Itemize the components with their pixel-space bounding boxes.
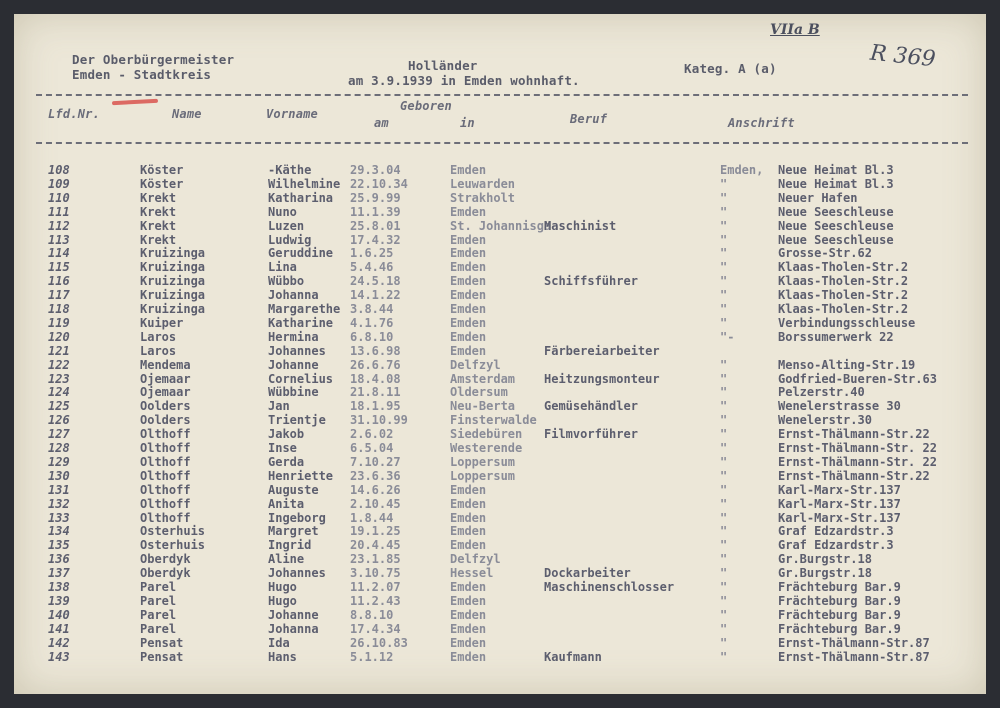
cell-born-date: 20.4.45 [350, 538, 401, 553]
page-mark: R 369 [868, 40, 937, 73]
cell-born-place: Emden [450, 580, 487, 594]
cell-born-date: 23.6.36 [350, 468, 401, 483]
cell-address: Neue Seeschleuse [778, 232, 894, 247]
column-divider [36, 142, 968, 144]
cell-name: Osterhuis [140, 538, 206, 553]
cell-born-place: Emden [450, 343, 487, 358]
cell-vorname: Johanna [268, 621, 319, 636]
cell-name: Oolders [140, 399, 191, 414]
cell-lfd-nr: 139 [48, 593, 70, 608]
cell-name: Krekt [140, 190, 177, 205]
cell-ditto-mark: " [720, 649, 728, 664]
cell-name: Kruizinga [140, 260, 206, 275]
cell-occupation: Maschinenschlosser [544, 580, 675, 594]
col-vorname: Vorname [266, 107, 318, 121]
cell-lfd-nr: 125 [48, 399, 70, 414]
cell-lfd-nr: 129 [48, 454, 70, 469]
cell-lfd-nr: 136 [48, 552, 70, 567]
cell-lfd-nr: 134 [48, 524, 70, 539]
cell-born-place: Siedebüren [450, 427, 523, 442]
cell-occupation: Schiffsführer [544, 274, 638, 289]
cell-occupation: Maschinist [544, 218, 617, 233]
cell-ditto-mark: " [720, 288, 728, 303]
cell-lfd-nr: 117 [48, 288, 70, 303]
cell-vorname: Geruddine [268, 246, 334, 261]
cell-lfd-nr: 108 [48, 163, 70, 177]
cell-name: Laros [140, 329, 177, 344]
cell-born-place: Emden [450, 524, 487, 539]
cell-address: Neuer Hafen [778, 190, 858, 205]
cell-born-place: Neu-Berta [450, 399, 516, 414]
cell-ditto-mark: " [720, 566, 728, 581]
cell-vorname: Wilhelmine [268, 176, 341, 191]
cell-name: Köster [140, 163, 184, 177]
cell-born-place: Emden [450, 635, 487, 650]
cell-lfd-nr: 137 [48, 566, 70, 581]
cell-address: Graf Edzardstr.3 [778, 524, 894, 539]
cell-address: Pelzerstr.40 [778, 385, 865, 400]
cell-ditto-mark: " [720, 260, 728, 275]
cell-born-date: 14.6.26 [350, 482, 401, 497]
cell-born-place: Emden [450, 329, 487, 344]
cell-vorname: Jan [268, 399, 290, 414]
cell-ditto-mark: " [720, 427, 728, 442]
cell-born-date: 8.8.10 [350, 607, 394, 622]
cell-lfd-nr: 138 [48, 580, 70, 594]
cell-born-date: 23.1.85 [350, 552, 401, 567]
cell-address: Neue Heimat Bl.3 [778, 176, 894, 191]
cell-name: Krekt [140, 204, 177, 219]
cell-vorname: Jakob [268, 427, 305, 442]
cell-born-date: 14.1.22 [350, 288, 401, 303]
cell-born-place: Loppersum [450, 454, 516, 469]
cell-name: Oolders [140, 413, 191, 428]
cell-address: Ernst-Thälmann-Str.22 [778, 427, 930, 442]
cell-ditto-mark: " [720, 454, 728, 469]
cell-address: Ernst-Thälmann-Str.22 [778, 468, 930, 483]
cell-lfd-nr: 120 [48, 329, 70, 344]
cell-occupation: Heitzungsmonteur [544, 371, 660, 386]
cell-born-date: 29.3.04 [350, 163, 401, 177]
cell-address: Frächteburg Bar.9 [778, 607, 901, 622]
cell-ditto-mark: " [720, 441, 728, 455]
cell-name: Pensat [140, 649, 184, 664]
cell-vorname: Anita [268, 496, 305, 511]
cell-lfd-nr: 119 [48, 315, 70, 330]
cell-born-place: Westerende [450, 441, 523, 455]
cell-vorname: Hugo [268, 593, 297, 608]
cell-born-date: 26.10.83 [350, 635, 408, 650]
cell-vorname: Hans [268, 649, 297, 664]
cell-vorname: Katharine [268, 315, 334, 330]
cell-vorname: Katharina [268, 190, 334, 205]
cell-ditto-mark: " [720, 580, 728, 594]
cell-lfd-nr: 135 [48, 538, 70, 553]
cell-lfd-nr: 132 [48, 496, 70, 511]
cell-lfd-nr: 126 [48, 413, 70, 428]
cell-ditto-mark: " [720, 607, 728, 622]
cell-born-date: 18.1.95 [350, 399, 401, 414]
cell-born-date: 6.5.04 [350, 441, 394, 455]
cell-lfd-nr: 130 [48, 468, 70, 483]
cell-vorname: Wübbo [268, 274, 305, 289]
cell-ditto-mark: " [720, 524, 728, 539]
cell-vorname: -Käthe [268, 163, 312, 177]
cell-vorname: Henriette [268, 468, 334, 483]
cell-born-place: Emden [450, 302, 487, 316]
cell-lfd-nr: 113 [48, 232, 70, 247]
cell-born-place: Emden [450, 649, 487, 664]
cell-vorname: Ida [268, 635, 290, 650]
cell-name: Parel [140, 621, 177, 636]
cell-born-date: 1.6.25 [350, 246, 394, 261]
cell-born-date: 5.1.12 [350, 649, 394, 664]
cell-ditto-mark: " [720, 482, 728, 497]
cell-lfd-nr: 118 [48, 302, 70, 316]
cell-address: Neue Heimat Bl.3 [778, 163, 894, 177]
cell-vorname: Ludwig [268, 232, 312, 247]
cell-born-date: 25.9.99 [350, 190, 401, 205]
cell-name: Kuiper [140, 315, 184, 330]
cell-ditto-mark: " [720, 315, 728, 330]
cell-ditto-mark: " [720, 552, 728, 567]
cell-born-place: Emden [450, 607, 487, 622]
cell-lfd-nr: 121 [48, 343, 70, 358]
cell-name: Olthoff [140, 427, 191, 442]
cell-address: Graf Edzardstr.3 [778, 538, 894, 553]
cell-born-date: 7.10.27 [350, 454, 401, 469]
cell-born-place: Emden [450, 496, 487, 511]
cell-born-place: Delfzyl [450, 552, 501, 567]
cell-born-date: 11.2.07 [350, 580, 401, 594]
cell-born-place: Finsterwalde [450, 413, 537, 428]
cell-ditto-mark: " [720, 399, 728, 414]
cell-born-date: 25.8.01 [350, 218, 401, 233]
cell-ditto-mark: " [720, 357, 728, 372]
cell-ditto-mark: " [720, 204, 728, 219]
cell-lfd-nr: 127 [48, 427, 70, 442]
cell-born-place: Oldersum [450, 385, 508, 400]
cell-ditto-mark: " [720, 176, 728, 191]
cell-born-date: 19.1.25 [350, 524, 401, 539]
cell-born-date: 5.4.46 [350, 260, 394, 275]
cell-address: Karl-Marx-Str.137 [778, 496, 901, 511]
cell-lfd-nr: 116 [48, 274, 70, 289]
cell-occupation: Dockarbeiter [544, 566, 631, 581]
cell-name: Olthoff [140, 468, 191, 483]
cell-ditto-mark: " [720, 385, 728, 400]
cell-born-date: 11.1.39 [350, 204, 401, 219]
cell-born-date: 17.4.34 [350, 621, 401, 636]
cell-lfd-nr: 122 [48, 357, 70, 372]
cell-vorname: Nuno [268, 204, 297, 219]
cell-name: Kruizinga [140, 274, 206, 289]
cell-born-place: Emden [450, 538, 487, 553]
cell-ditto-mark: " [720, 635, 728, 650]
cell-lfd-nr: 110 [48, 190, 70, 205]
cell-address: Karl-Marx-Str.137 [778, 510, 901, 525]
cell-born-place: Emden [450, 621, 487, 636]
col-am: am [374, 116, 389, 130]
cell-ditto-mark: " [720, 538, 728, 553]
cell-vorname: Hermina [268, 329, 319, 344]
title-line-2: am 3.9.1939 in Emden wohnhaft. [348, 73, 580, 88]
cell-ditto-mark: " [720, 190, 728, 205]
cell-name: Pensat [140, 635, 184, 650]
cell-lfd-nr: 141 [48, 621, 70, 636]
cell-address: Klaas-Tholen-Str.2 [778, 302, 909, 316]
cell-address: Wenelerstr.30 [778, 413, 872, 428]
header-divider [36, 94, 968, 96]
cell-name: Ojemaar [140, 385, 191, 400]
authority-line-2: Emden - Stadtkreis [72, 67, 212, 82]
cell-address: Neue Seeschleuse [778, 204, 894, 219]
cell-born-date: 2.10.45 [350, 496, 401, 511]
cell-lfd-nr: 124 [48, 385, 70, 400]
authority-line-1: Der Oberbürgermeister [72, 52, 235, 67]
cell-born-date: 3.10.75 [350, 566, 401, 581]
cell-vorname: Gerda [268, 454, 305, 469]
cell-name: Ojemaar [140, 371, 191, 386]
cell-born-place: Emden [450, 315, 487, 330]
cell-vorname: Johanne [268, 607, 319, 622]
cell-vorname: Johannes [268, 343, 326, 358]
cell-address: Ernst-Thälmann-Str. 22 [778, 454, 937, 469]
cell-ditto-mark: " [720, 593, 728, 608]
cell-born-date: 3.8.44 [350, 302, 394, 316]
cell-vorname: Johanna [268, 288, 319, 303]
cell-name: Köster [140, 176, 184, 191]
cell-vorname: Auguste [268, 482, 319, 497]
cell-address: Gr.Burgstr.18 [778, 552, 872, 567]
cell-name: Parel [140, 593, 177, 608]
cell-lfd-nr: 133 [48, 510, 70, 525]
cell-born-place: St. Johannisga [450, 218, 552, 233]
cell-address: Borssumerwerk 22 [778, 329, 894, 344]
cell-vorname: Ingeborg [268, 510, 326, 525]
cell-lfd-nr: 115 [48, 260, 70, 275]
red-underline-mark [112, 99, 158, 105]
cell-born-place: Amsterdam [450, 371, 516, 386]
cell-vorname: Margret [268, 524, 319, 539]
cell-ditto-mark: " [720, 468, 728, 483]
cell-born-date: 1.8.44 [350, 510, 394, 525]
cell-vorname: Luzen [268, 218, 305, 233]
cell-ditto-mark: " [720, 218, 728, 233]
cell-born-place: Emden [450, 232, 487, 247]
cell-vorname: Johanne [268, 357, 319, 372]
cell-occupation: Filmvorführer [544, 427, 638, 442]
cell-vorname: Ingrid [268, 538, 312, 553]
col-lfd-nr: Lfd.Nr. [48, 107, 100, 121]
cell-born-place: Loppersum [450, 468, 516, 483]
cell-address: Wenelerstrasse 30 [778, 399, 901, 414]
cell-born-place: Emden [450, 260, 487, 275]
cell-lfd-nr: 143 [48, 649, 70, 664]
cell-ditto-mark: " [720, 621, 728, 636]
cell-address: Klaas-Tholen-Str.2 [778, 274, 909, 289]
cell-name: Krekt [140, 218, 177, 233]
cell-name: Olthoff [140, 441, 191, 455]
cell-lfd-nr: 142 [48, 635, 70, 650]
cell-occupation: Gemüsehändler [544, 399, 638, 414]
cell-lfd-nr: 131 [48, 482, 70, 497]
title-line-1: Holländer [408, 58, 478, 73]
cell-vorname: Lina [268, 260, 297, 275]
cell-lfd-nr: 128 [48, 441, 70, 455]
cell-born-place: Emden [450, 204, 487, 219]
cell-born-date: 31.10.99 [350, 413, 408, 428]
cell-lfd-nr: 109 [48, 176, 70, 191]
cell-lfd-nr: 114 [48, 246, 70, 261]
cell-name: Osterhuis [140, 524, 206, 539]
cell-name: Oberdyk [140, 552, 191, 567]
cell-born-place: Emden [450, 288, 487, 303]
cell-ditto-mark: "- [720, 329, 735, 344]
cell-vorname: Trientje [268, 413, 326, 428]
col-beruf: Beruf [570, 112, 608, 126]
cell-born-date: 11.2.43 [350, 593, 401, 608]
cell-born-place: Emden [450, 163, 487, 177]
cell-ditto-mark: Emden, [720, 163, 764, 177]
cell-born-date: 18.4.08 [350, 371, 401, 386]
cell-address: Menso-Alting-Str.19 [778, 357, 916, 372]
cell-vorname: Inse [268, 441, 297, 455]
cell-ditto-mark: " [720, 246, 728, 261]
cell-born-date: 22.10.34 [350, 176, 408, 191]
cell-name: Kruizinga [140, 288, 206, 303]
cell-ditto-mark: " [720, 232, 728, 247]
cell-lfd-nr: 112 [48, 218, 70, 233]
cell-address: Karl-Marx-Str.137 [778, 482, 901, 497]
cell-address: Ernst-Thälmann-Str.87 [778, 635, 930, 650]
folder-mark: VIIa B [770, 22, 820, 38]
cell-born-date: 4.1.76 [350, 315, 394, 330]
cell-born-place: Emden [450, 246, 487, 261]
cell-name: Parel [140, 580, 177, 594]
cell-address: Klaas-Tholen-Str.2 [778, 288, 909, 303]
col-in: in [460, 116, 475, 130]
cell-name: Kruizinga [140, 246, 206, 261]
col-anschrift: Anschrift [728, 116, 795, 130]
cell-ditto-mark: " [720, 413, 728, 428]
cell-lfd-nr: 140 [48, 607, 70, 622]
cell-name: Oberdyk [140, 566, 191, 581]
cell-ditto-mark: " [720, 496, 728, 511]
document-sheet [14, 14, 986, 694]
cell-address: Godfried-Bueren-Str.63 [778, 371, 937, 386]
cell-vorname: Johannes [268, 566, 326, 581]
cell-vorname: Hugo [268, 580, 297, 594]
cell-name: Laros [140, 343, 177, 358]
cell-ditto-mark: " [720, 510, 728, 525]
cell-born-place: Hessel [450, 566, 494, 581]
cell-ditto-mark: " [720, 274, 728, 289]
cell-name: Kruizinga [140, 302, 206, 316]
cell-address: Verbindungsschleuse [778, 315, 916, 330]
cell-name: Olthoff [140, 482, 191, 497]
cell-born-place: Emden [450, 274, 487, 289]
cell-ditto-mark: " [720, 302, 728, 316]
cell-name: Parel [140, 607, 177, 622]
cell-address: Frächteburg Bar.9 [778, 621, 901, 636]
cell-address: Frächteburg Bar.9 [778, 593, 901, 608]
cell-ditto-mark: " [720, 371, 728, 386]
cell-name: Mendema [140, 357, 191, 372]
cell-name: Olthoff [140, 510, 191, 525]
cell-lfd-nr: 111 [48, 204, 70, 219]
cell-vorname: Aline [268, 552, 305, 567]
cell-born-place: Leuwarden [450, 176, 516, 191]
cell-born-place: Emden [450, 510, 487, 525]
cell-address: Ernst-Thälmann-Str. 22 [778, 441, 937, 455]
cell-address: Gr.Burgstr.18 [778, 566, 872, 581]
cell-address: Grosse-Str.62 [778, 246, 872, 261]
cell-born-place: Strakholt [450, 190, 516, 205]
cell-address: Klaas-Tholen-Str.2 [778, 260, 909, 275]
cell-born-place: Delfzyl [450, 357, 501, 372]
cell-vorname: Cornelius [268, 371, 334, 386]
cell-born-date: 26.6.76 [350, 357, 401, 372]
cell-born-date: 2.6.02 [350, 427, 394, 442]
cell-born-date: 6.8.10 [350, 329, 394, 344]
cell-name: Olthoff [140, 454, 191, 469]
cell-born-place: Emden [450, 593, 487, 608]
category-label: Kateg. A (a) [684, 61, 777, 76]
cell-vorname: Margarethe [268, 302, 341, 316]
cell-name: Krekt [140, 232, 177, 247]
cell-born-date: 21.8.11 [350, 385, 401, 400]
cell-born-date: 13.6.98 [350, 343, 401, 358]
cell-occupation: Kaufmann [544, 649, 602, 664]
cell-born-date: 24.5.18 [350, 274, 401, 289]
col-geboren: Geboren [400, 99, 452, 113]
cell-address: Neue Seeschleuse [778, 218, 894, 233]
cell-occupation: Färbereiarbeiter [544, 343, 660, 358]
cell-address: Frächteburg Bar.9 [778, 580, 901, 594]
cell-lfd-nr: 123 [48, 371, 70, 386]
col-name: Name [172, 107, 202, 121]
cell-name: Olthoff [140, 496, 191, 511]
cell-address: Ernst-Thälmann-Str.87 [778, 649, 930, 664]
cell-born-date: 17.4.32 [350, 232, 401, 247]
cell-vorname: Wübbine [268, 385, 319, 400]
cell-born-place: Emden [450, 482, 487, 497]
